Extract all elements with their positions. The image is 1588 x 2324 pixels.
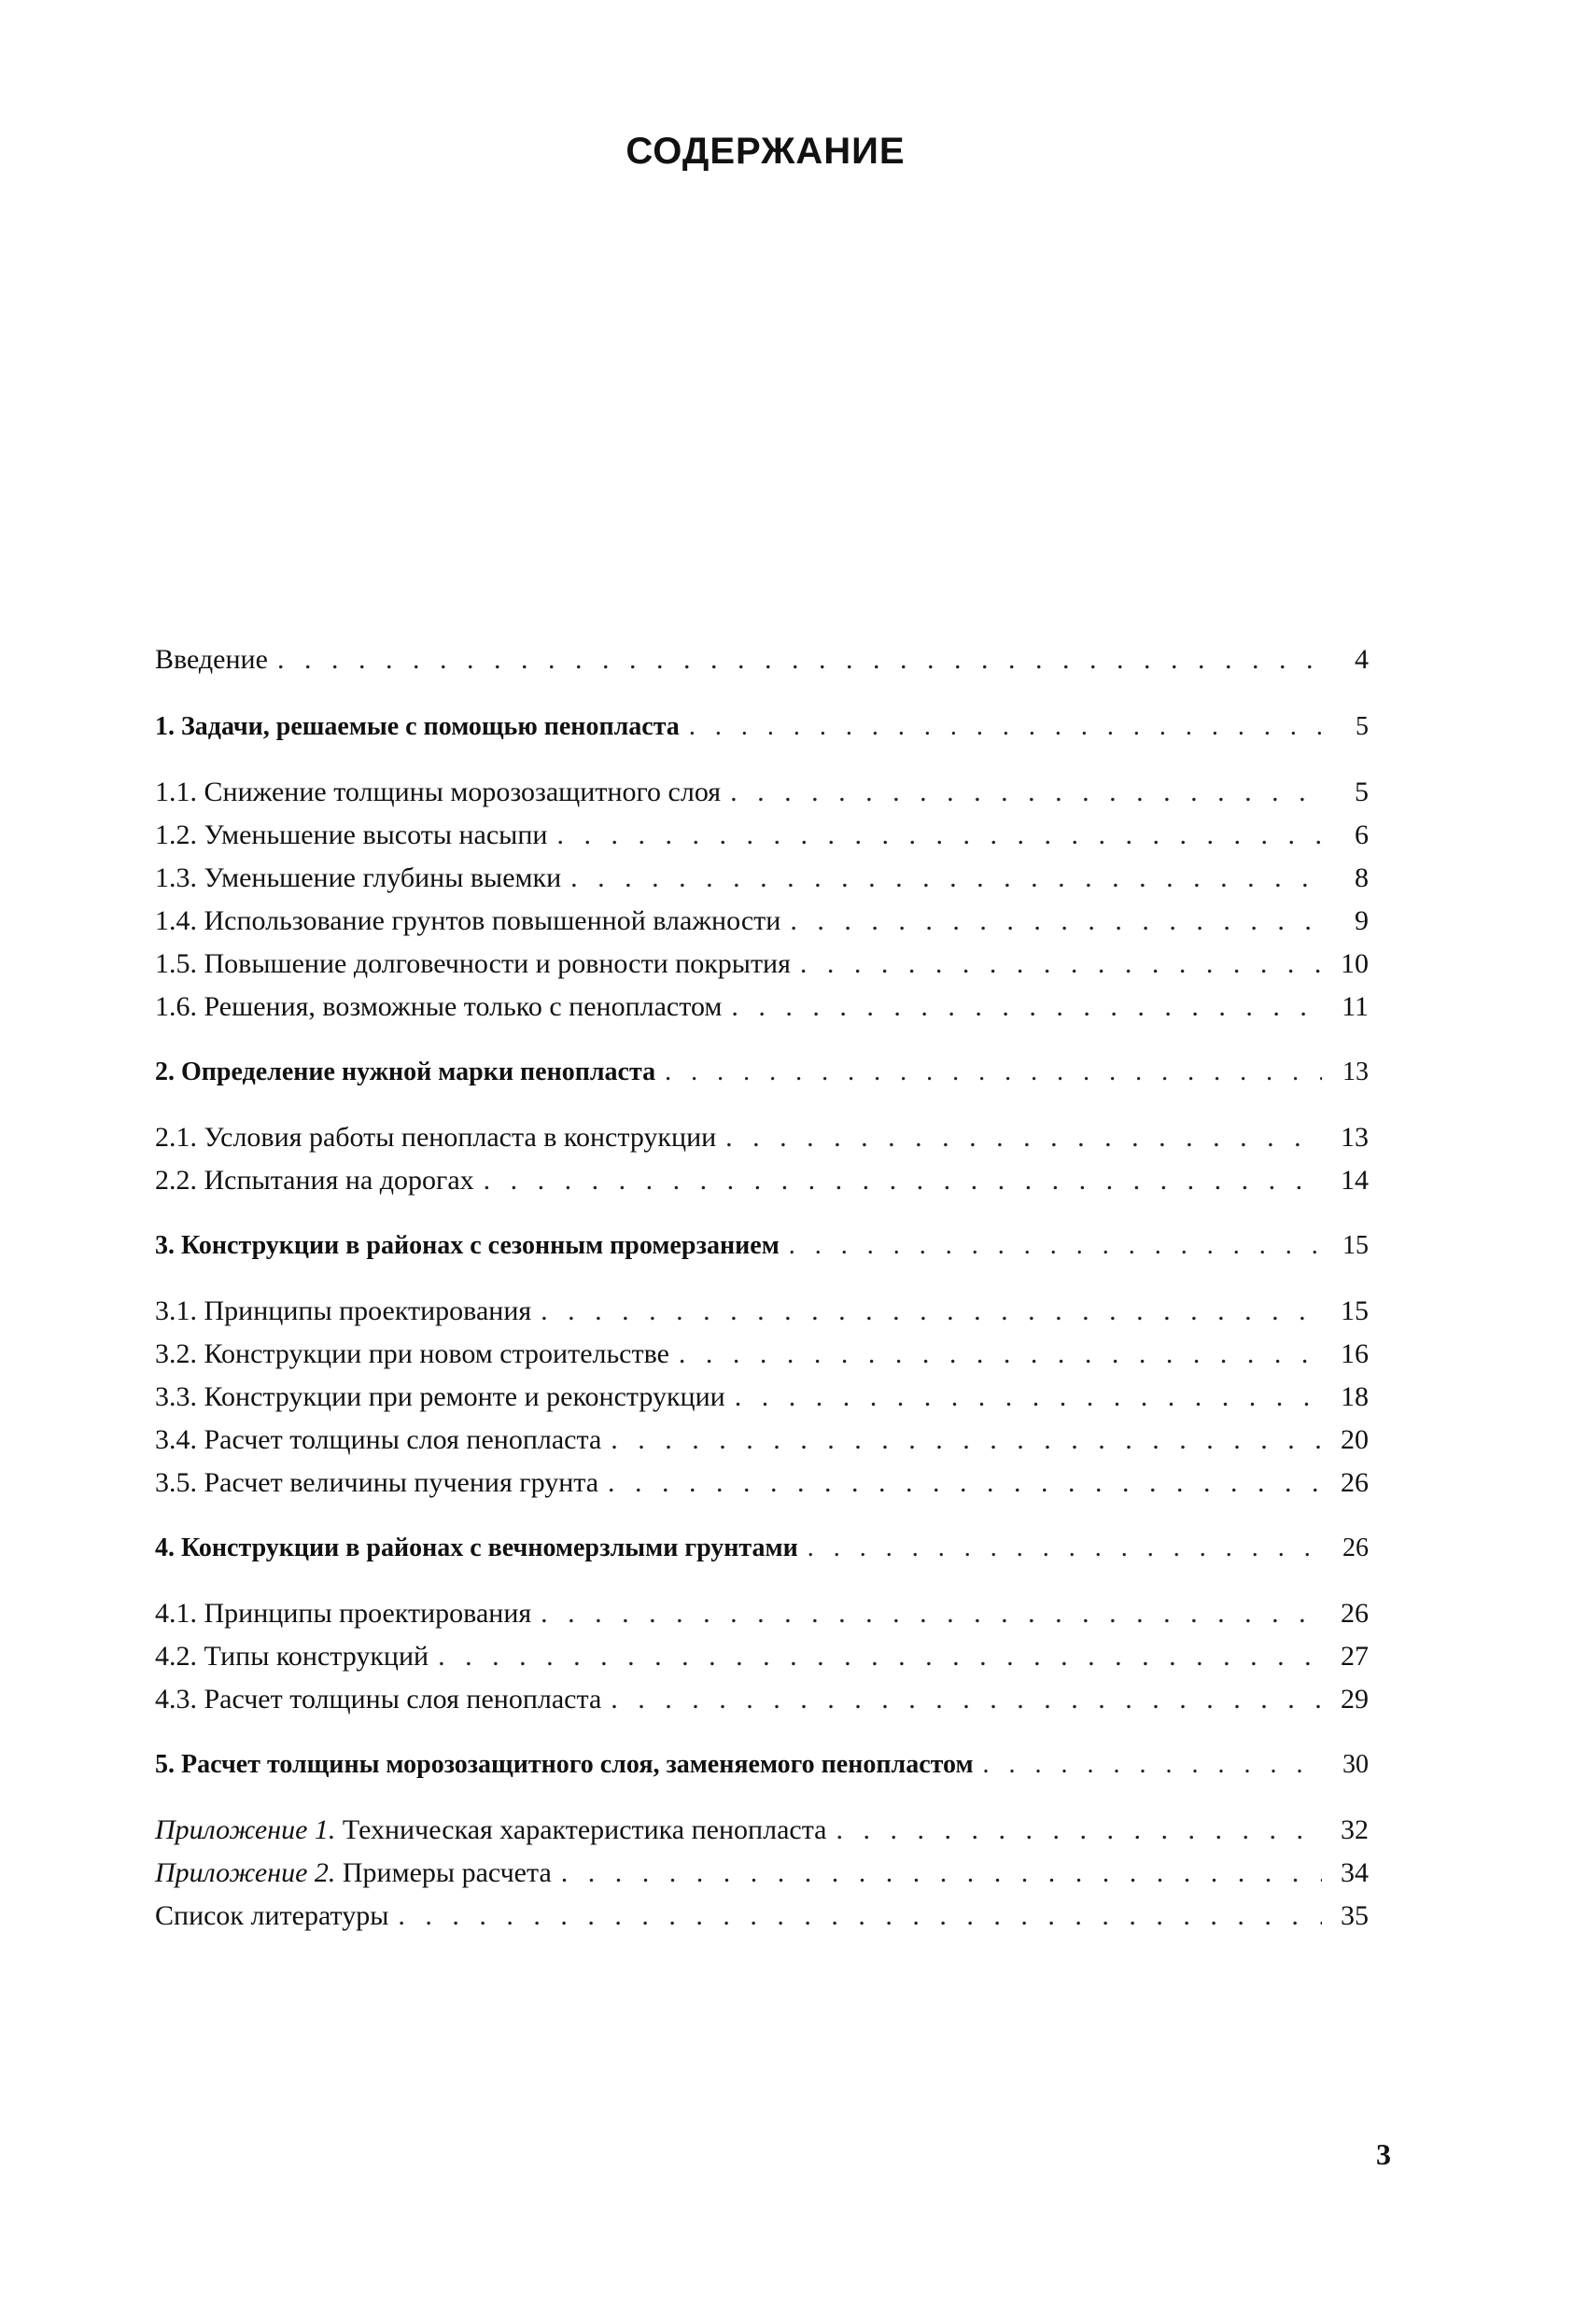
toc-entry-page: 35 — [1341, 1900, 1369, 1931]
table-of-contents — [155, 638, 1369, 1938]
toc-entry-page: 4 — [1355, 644, 1369, 675]
toc-entry-label: 1.2. Уменьшение высоты насыпи — [155, 819, 548, 850]
toc-entry-page: 8 — [1355, 862, 1369, 893]
dot-leader — [679, 1333, 1322, 1376]
toc-entry-label: 4.3. Расчет толщины слоя пенопласта — [155, 1684, 602, 1715]
toc-entry-page: 32 — [1341, 1814, 1369, 1845]
toc-entry-label: 2.2. Испытания на дорогах — [155, 1165, 474, 1196]
toc-entry-4-2 — [155, 1635, 1369, 1678]
toc-entry-3-4 — [155, 1419, 1369, 1462]
toc-entry-page: 13 — [1341, 1122, 1369, 1153]
toc-entry-3-5 — [155, 1462, 1369, 1505]
dot-leader — [438, 1635, 1322, 1678]
toc-entry-1-2 — [155, 814, 1369, 857]
toc-entry-page: 34 — [1341, 1857, 1369, 1888]
toc-entry-label: 1.5. Повышение долговечности и ровности покрытия — [155, 948, 791, 979]
toc-section-page: 13 — [1342, 1057, 1369, 1086]
dot-leader — [398, 1895, 1322, 1938]
toc-section-page: 26 — [1342, 1533, 1369, 1562]
toc-entry-label — [155, 1809, 827, 1852]
toc-entry-page: 6 — [1355, 819, 1369, 850]
toc-entry-1-4 — [155, 900, 1369, 943]
dot-leader — [800, 943, 1322, 986]
toc-entry-label: 3.3. Конструкции при ремонте и реконструкции — [155, 1381, 725, 1412]
toc-entry-page: 14 — [1341, 1165, 1369, 1196]
dot-leader — [983, 1743, 1322, 1786]
toc-entry-page: 11 — [1342, 991, 1369, 1022]
toc-entry-page: 5 — [1355, 777, 1369, 807]
toc-section-5 — [155, 1743, 1369, 1786]
toc-entry-1-5 — [155, 943, 1369, 986]
toc-entry-references — [155, 1895, 1369, 1938]
toc-section-2 — [155, 1051, 1369, 1094]
dot-leader — [689, 706, 1322, 749]
toc-entry-label — [155, 1852, 552, 1895]
appendix-prefix: Приложение 1. — [155, 1814, 336, 1845]
toc-entry-page: 26 — [1341, 1467, 1369, 1498]
toc-entry-page: 9 — [1355, 905, 1369, 936]
dot-leader — [731, 986, 1322, 1029]
toc-section-page: 30 — [1342, 1750, 1369, 1779]
toc-entry-intro — [155, 638, 1369, 681]
dot-leader — [611, 1419, 1322, 1462]
toc-entry-label: 4.2. Типы конструкций — [155, 1641, 429, 1672]
toc-entry-1-3 — [155, 857, 1369, 900]
toc-section-label: 1. Задачи, решаемые с помощью пенопласта — [155, 712, 680, 741]
dot-leader — [735, 1376, 1322, 1419]
dot-leader — [836, 1809, 1323, 1852]
toc-entry-4-3 — [155, 1678, 1369, 1721]
dot-leader — [608, 1462, 1322, 1505]
toc-entry-appendix-1 — [155, 1809, 1369, 1852]
dot-leader — [725, 1116, 1322, 1159]
toc-entry-page: 29 — [1341, 1684, 1369, 1715]
toc-section-page: 5 — [1356, 712, 1369, 741]
dot-leader — [277, 638, 1322, 681]
toc-entry-label: 3.2. Конструкции при новом строительстве — [155, 1338, 669, 1369]
appendix-prefix: Приложение 2. — [155, 1857, 336, 1888]
dot-leader — [570, 857, 1322, 900]
toc-entry-label: 1.3. Уменьшение глубины выемки — [155, 862, 562, 893]
toc-entry-label: 1.6. Решения, возможные только с пенопластом — [155, 991, 723, 1022]
toc-entry-1-6 — [155, 986, 1369, 1029]
toc-entry-label: 3.1. Принципы проектирования — [155, 1295, 532, 1326]
toc-entry-appendix-2 — [155, 1852, 1369, 1895]
toc-section-1 — [155, 706, 1369, 749]
toc-section-3 — [155, 1225, 1369, 1267]
dot-leader — [808, 1527, 1322, 1570]
dot-leader — [561, 1852, 1322, 1895]
toc-entry-label: Введение — [155, 644, 268, 675]
toc-entry-page: 27 — [1341, 1641, 1369, 1672]
appendix-title: Техническая характеристика пенопласта — [342, 1814, 827, 1845]
toc-entry-page: 26 — [1341, 1598, 1369, 1629]
toc-entry-2-1 — [155, 1116, 1369, 1159]
toc-section-4 — [155, 1527, 1369, 1570]
toc-entry-label: 3.5. Расчет величины пучения грунта — [155, 1467, 599, 1498]
dot-leader — [790, 900, 1322, 943]
dot-leader — [556, 814, 1322, 857]
toc-section-label: 2. Определение нужной марки пенопласта — [155, 1057, 656, 1086]
dot-leader — [541, 1290, 1322, 1333]
toc-entry-2-2 — [155, 1159, 1369, 1202]
toc-entry-label: 2.1. Условия работы пенопласта в конструкции — [155, 1122, 717, 1153]
toc-entry-label: 4.1. Принципы проектирования — [155, 1598, 532, 1629]
toc-section-label: 5. Расчет толщины морозозащитного слоя, заменяемого пенопластом — [155, 1750, 974, 1779]
toc-entry-3-1 — [155, 1290, 1369, 1333]
dot-leader — [665, 1051, 1322, 1094]
toc-entry-label: 1.4. Использование грунтов повышенной влажности — [155, 905, 781, 936]
dot-leader — [541, 1592, 1322, 1635]
dot-leader — [611, 1678, 1322, 1721]
toc-entry-page: 10 — [1341, 948, 1369, 979]
toc-entry-page: 16 — [1341, 1338, 1369, 1369]
toc-entry-3-3 — [155, 1376, 1369, 1419]
toc-entry-page: 18 — [1341, 1381, 1369, 1412]
toc-entry-page: 20 — [1341, 1424, 1369, 1455]
dot-leader — [789, 1225, 1322, 1267]
toc-entry-3-2 — [155, 1333, 1369, 1376]
toc-entry-label: 1.1. Снижение толщины морозозащитного слоя — [155, 777, 722, 807]
toc-entry-label: 3.4. Расчет толщины слоя пенопласта — [155, 1424, 602, 1455]
toc-section-page: 15 — [1342, 1231, 1369, 1260]
appendix-title: Примеры расчета — [342, 1857, 552, 1888]
toc-entry-label: Список литературы — [155, 1900, 389, 1931]
dot-leader — [484, 1159, 1322, 1202]
toc-entry-page: 15 — [1341, 1295, 1369, 1326]
page-title: СОДЕРЖАНИЕ — [625, 131, 906, 172]
toc-entry-4-1 — [155, 1592, 1369, 1635]
dot-leader — [730, 771, 1322, 814]
toc-section-label: 4. Конструкции в районах с вечномерзлыми грунтами — [155, 1533, 798, 1562]
toc-section-label: 3. Конструкции в районах с сезонным промерзанием — [155, 1231, 780, 1260]
page-number: 3 — [1376, 2137, 1391, 2171]
toc-entry-1-1 — [155, 771, 1369, 814]
